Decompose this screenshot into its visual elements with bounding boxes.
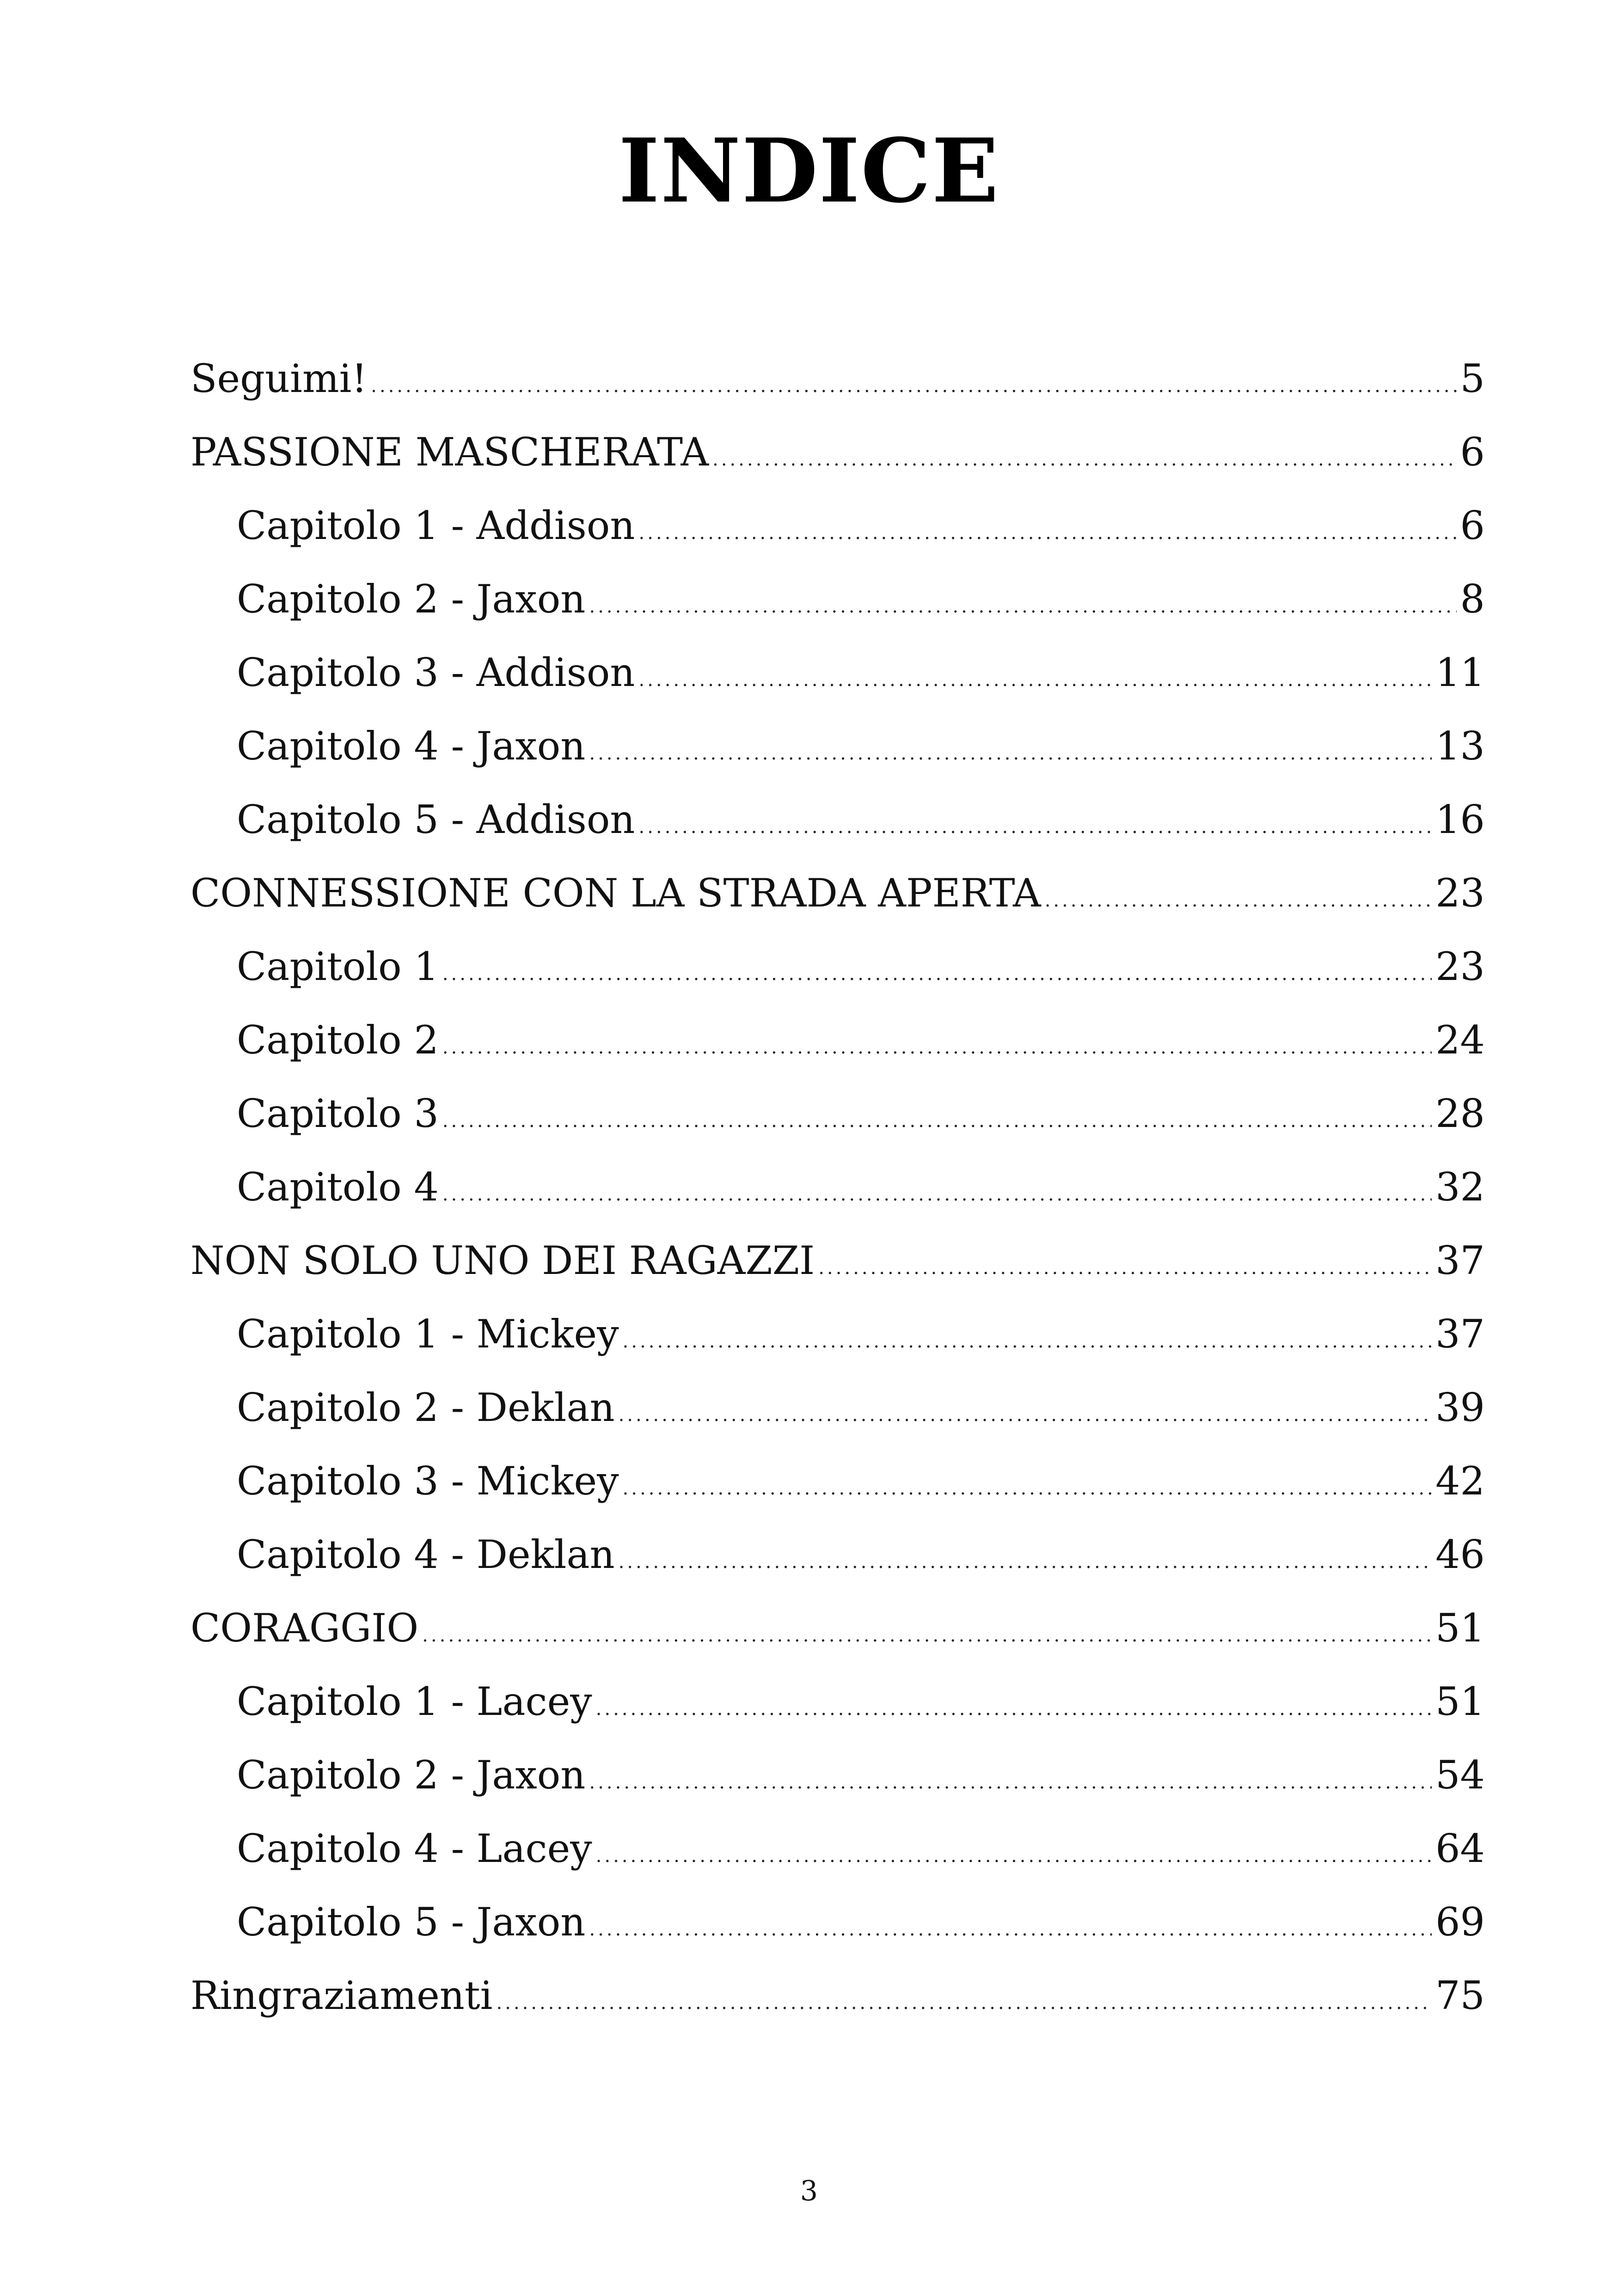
toc-entry-chapter[interactable]: [190, 489, 1485, 563]
toc-entry-page: 16: [1435, 797, 1485, 842]
toc-entry-chapter[interactable]: [190, 1371, 1485, 1445]
toc-entry-chapter[interactable]: [190, 930, 1485, 1004]
toc-entry-label: Capitolo 2 - Jaxon: [237, 576, 586, 622]
toc-entry-connessione[interactable]: [190, 857, 1485, 930]
dot-leader: [496, 1966, 1432, 2040]
toc-entry-page: 69: [1435, 1899, 1485, 1945]
toc-entry-label: Capitolo 1 - Addison: [237, 503, 635, 548]
dot-leader: [442, 1158, 1432, 1231]
toc-entry-chapter[interactable]: [190, 1518, 1485, 1592]
toc-entry-label: Capitolo 1 - Lacey: [237, 1679, 592, 1724]
toc-entry-chapter[interactable]: [190, 1886, 1485, 1959]
toc-entry-label: Capitolo 4 - Lacey: [237, 1826, 592, 1871]
toc-entry-label: Capitolo 4 - Jaxon: [237, 723, 586, 769]
toc-entry-page: 37: [1435, 1311, 1485, 1357]
toc-entry-label: Capitolo 4: [237, 1164, 439, 1210]
toc-entry-label: Capitolo 2 - Jaxon: [237, 1752, 586, 1798]
dot-leader: [596, 1819, 1432, 1893]
toc-entry-page: 13: [1435, 723, 1485, 769]
toc-entry-page: 75: [1435, 1973, 1485, 2018]
toc-entry-label: Capitolo 3 - Addison: [237, 650, 635, 695]
toc-entry-page: 51: [1435, 1605, 1485, 1651]
toc-entry-chapter[interactable]: [190, 1445, 1485, 1518]
dot-leader: [619, 1525, 1432, 1599]
toc-entry-page: 64: [1435, 1826, 1485, 1871]
toc-entry-page: 23: [1435, 944, 1485, 989]
toc-entry-page: 39: [1435, 1385, 1485, 1430]
dot-leader: [818, 1231, 1432, 1305]
dot-leader: [589, 1893, 1432, 1966]
dot-leader: [623, 1305, 1432, 1378]
toc-entry-chapter[interactable]: [190, 1077, 1485, 1151]
dot-leader: [639, 496, 1457, 570]
page-title: INDICE: [618, 119, 1000, 222]
toc-entry-page: 51: [1435, 1679, 1485, 1724]
dot-leader: [589, 570, 1456, 643]
toc-entry-page: 5: [1460, 356, 1485, 401]
table-of-contents: [190, 342, 1485, 2033]
toc-entry-chapter[interactable]: [190, 1151, 1485, 1224]
toc-entry-chapter[interactable]: [190, 783, 1485, 857]
toc-entry-page: 8: [1460, 576, 1485, 622]
toc-entry-page: 28: [1435, 1091, 1485, 1136]
dot-leader: [639, 643, 1432, 717]
toc-entry-label: Capitolo 2: [237, 1017, 439, 1063]
toc-entry-label: Capitolo 3 - Mickey: [237, 1458, 619, 1504]
toc-entry-page: 24: [1435, 1017, 1485, 1063]
dot-leader: [442, 937, 1432, 1011]
toc-entry-chapter[interactable]: [190, 1665, 1485, 1739]
dot-leader: [422, 1599, 1432, 1672]
toc-entry-page: 37: [1435, 1238, 1485, 1283]
toc-entry-ringraziamenti[interactable]: [190, 1959, 1485, 2033]
toc-entry-label: CORAGGIO: [190, 1605, 419, 1651]
page-number: 3: [800, 2175, 818, 2207]
toc-entry-label: Ringraziamenti: [190, 1973, 493, 2018]
toc-entry-chapter[interactable]: [190, 1004, 1485, 1077]
toc-entry-label: NON SOLO UNO DEI RAGAZZI: [190, 1238, 815, 1283]
dot-leader: [371, 349, 1456, 423]
dot-leader: [1045, 864, 1432, 937]
toc-entry-label: Seguimi!: [190, 356, 368, 401]
toc-entry-chapter[interactable]: [190, 1298, 1485, 1371]
toc-entry-chapter[interactable]: [190, 1812, 1485, 1886]
toc-entry-page: 6: [1460, 503, 1485, 548]
toc-entry-chapter[interactable]: [190, 710, 1485, 783]
dot-leader: [619, 1378, 1432, 1452]
toc-entry-label: CONNESSIONE CON LA STRADA APERTA: [190, 870, 1041, 916]
toc-entry-label: Capitolo 1: [237, 944, 439, 989]
dot-leader: [589, 717, 1432, 790]
dot-leader: [596, 1672, 1432, 1746]
toc-entry-label: Capitolo 1 - Mickey: [237, 1311, 619, 1357]
dot-leader: [442, 1011, 1432, 1084]
toc-entry-page: 54: [1435, 1752, 1485, 1798]
toc-entry-label: Capitolo 5 - Jaxon: [237, 1899, 586, 1945]
dot-leader: [442, 1084, 1432, 1158]
toc-entry-label: Capitolo 2 - Deklan: [237, 1385, 615, 1430]
dot-leader: [712, 423, 1456, 496]
toc-entry-seguimi[interactable]: [190, 342, 1485, 416]
toc-entry-label: Capitolo 3: [237, 1091, 439, 1136]
toc-entry-page: 6: [1460, 429, 1485, 475]
toc-entry-page: 23: [1435, 870, 1485, 916]
toc-entry-label: Capitolo 5 - Addison: [237, 797, 635, 842]
toc-entry-passione-mascherata[interactable]: [190, 416, 1485, 489]
dot-leader: [639, 790, 1432, 864]
toc-entry-coraggio[interactable]: [190, 1592, 1485, 1665]
toc-entry-chapter[interactable]: [190, 1739, 1485, 1812]
toc-entry-chapter[interactable]: [190, 636, 1485, 710]
toc-entry-label: Capitolo 4 - Deklan: [237, 1532, 615, 1577]
dot-leader: [623, 1452, 1432, 1525]
dot-leader: [589, 1746, 1432, 1819]
toc-entry-chapter[interactable]: [190, 563, 1485, 636]
toc-entry-page: 42: [1435, 1458, 1485, 1504]
toc-entry-page: 46: [1435, 1532, 1485, 1577]
toc-entry-label: PASSIONE MASCHERATA: [190, 429, 709, 475]
toc-entry-non-solo[interactable]: [190, 1224, 1485, 1298]
toc-entry-page: 11: [1435, 650, 1485, 695]
toc-entry-page: 32: [1435, 1164, 1485, 1210]
